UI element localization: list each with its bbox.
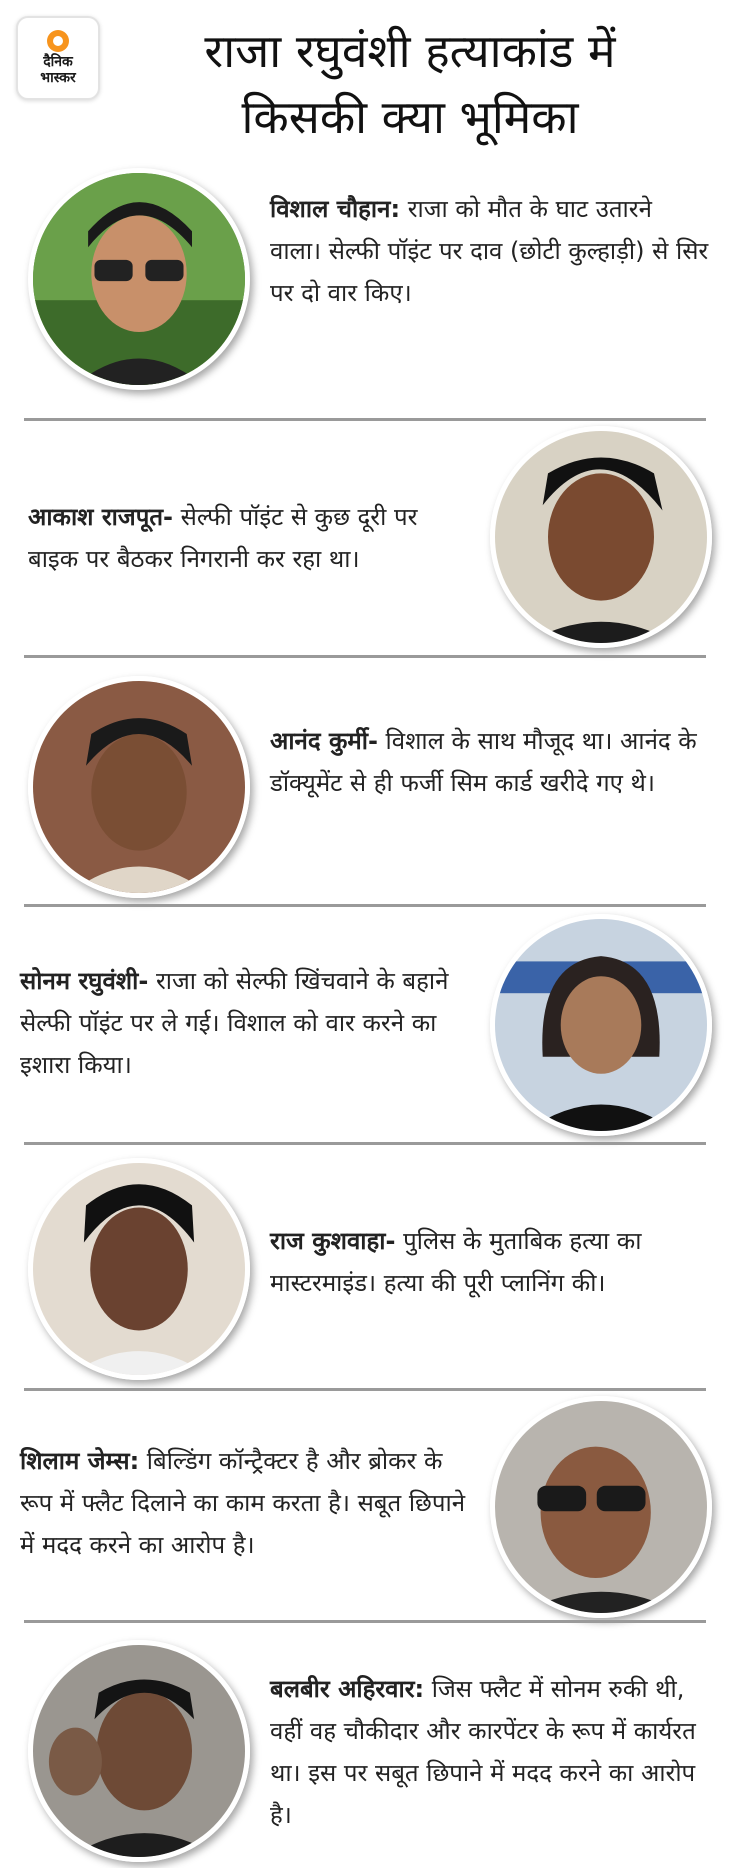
person-desc: राजा को मौत के घाट उतारने वाला। सेल्फी पॉइंट पर दाव (छोटी कुल्हाड़ी) से सिर पर दो वार किए। — [270, 195, 709, 307]
title-line-2: किसकी क्या भूमिका — [241, 90, 579, 144]
person-text-4 — [20, 960, 470, 1086]
person-name: बलबीर अहिरवार: — [270, 1675, 425, 1703]
person-text-5 — [270, 1220, 715, 1304]
person-name: आकाश राजपूत- — [28, 503, 173, 531]
divider — [24, 1142, 706, 1145]
logo-sun-icon — [47, 30, 69, 52]
person-name: विशाल चौहान: — [270, 195, 401, 223]
balbir-photo — [28, 1640, 250, 1862]
person-text-1 — [270, 188, 710, 314]
sonam-photo — [490, 914, 712, 1136]
divider — [24, 1388, 706, 1391]
person-desc: पुलिस के मुताबिक हत्या का मास्टरमाइंड। हत्या की पूरी प्लानिंग की। — [270, 1227, 642, 1297]
person-text-2 — [28, 496, 448, 580]
person-text-6 — [20, 1440, 470, 1566]
person-desc: राजा को सेल्फी खिंचवाने के बहाने सेल्फी पॉइंट पर ले गई। विशाल को वार करने का इशारा किया। — [20, 967, 449, 1079]
divider — [24, 655, 706, 658]
shilam-photo — [490, 1396, 712, 1618]
divider — [24, 1620, 706, 1623]
person-desc: सेल्फी पॉइंट से कुछ दूरी पर बाइक पर बैठकर निगरानी कर रहा था। — [28, 503, 418, 573]
title-line-1: राजा रघुवंशी हत्याकांड में — [204, 24, 616, 78]
person-name: सोनम रघुवंशी- — [20, 967, 149, 995]
logo-line-1: दैनिक — [43, 54, 73, 70]
akash-photo — [490, 426, 712, 648]
dainik-bhaskar-logo — [16, 16, 100, 100]
divider — [24, 904, 706, 907]
logo-line-2: भास्कर — [40, 70, 76, 86]
person-text-7 — [270, 1668, 715, 1836]
anand-photo — [28, 676, 250, 898]
person-desc: विशाल के साथ मौजूद था। आनंद के डॉक्यूमेंट से ही फर्जी सिम कार्ड खरीदे गए थे। — [270, 727, 697, 797]
person-name: आनंद कुर्मी- — [270, 727, 378, 755]
vishal-photo — [28, 168, 250, 390]
raj-photo — [28, 1158, 250, 1380]
divider — [24, 418, 706, 421]
person-name: शिलाम जेम्स: — [20, 1447, 140, 1475]
person-name: राज कुशवाहा- — [270, 1227, 396, 1255]
person-text-3 — [270, 720, 710, 804]
person-desc: बिल्डिंग कॉन्ट्रैक्टर है और ब्रोकर के रूप में फ्लैट दिलाने का काम करता है। सबूत छिपाने में मदद करने का आरोप है। — [20, 1447, 466, 1559]
page-title — [110, 18, 710, 150]
person-desc: जिस फ्लैट में सोनम रुकी थी, वहीं वह चौकीदार और कारपेंटर के रूप में कार्यरत था। इस पर सबूत छिपाने में मदद करने का आरोप है। — [270, 1675, 696, 1829]
